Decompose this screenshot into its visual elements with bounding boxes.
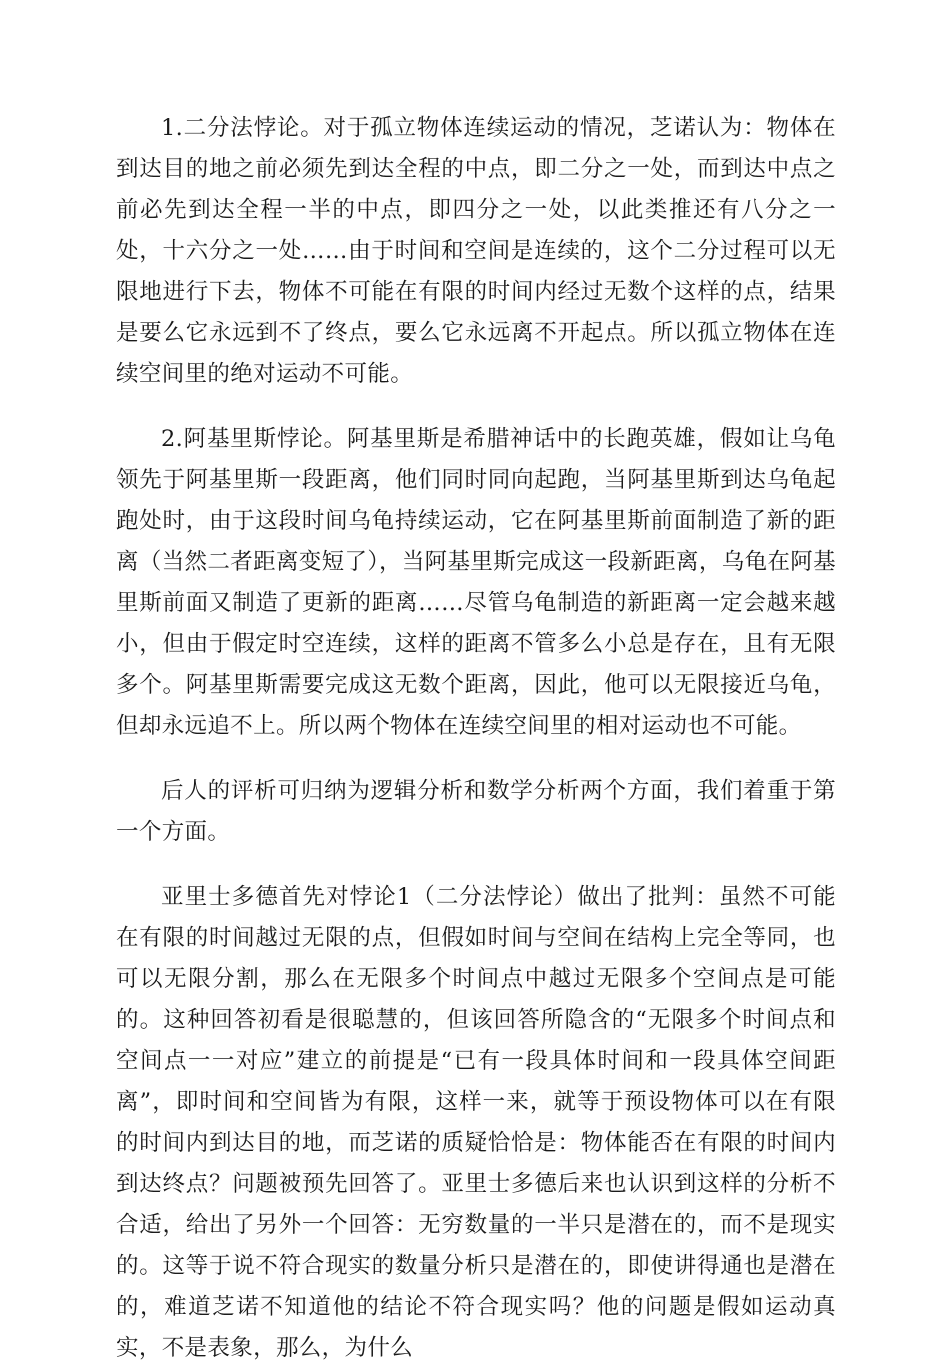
- paragraph-achilles-paradox: 2.阿基里斯悖论。阿基里斯是希腊神话中的长跑英雄，假如让乌龟领先于阿基里斯一段距离，他们同时同向起跑，当阿基里斯到达乌龟起跑处时，由于这段时间乌龟持续运动，它在阿基里斯前面制造了新的距离（当然二者距离变短了），当阿基里斯完成这一段新距离，乌龟在阿基里斯前面又制造了更新的距离……尽管乌龟制造的新距离一定会越来越小，但由于假定时空连续，这样的距离不管多么小总是存在，且有无限多个。阿基里斯需要完成这无数个距离，因此，他可以无限接近乌龟，但却永远追不上。所以两个物体在连续空间里的相对运动也不可能。: [116, 426, 836, 739]
- paragraph-later-analysis: 后人的评析可归纳为逻辑分析和数学分析两个方面，我们着重于第一个方面。: [116, 778, 836, 845]
- document-body: [116, 108, 836, 1369]
- paragraph-dichotomy-paradox: 1.二分法悖论。对于孤立物体连续运动的情况，芝诺认为：物体在到达目的地之前必须先到达全程的中点，即二分之一处，而到达中点之前必先到达全程一半的中点，即四分之一处，以此类推还有八分之一处，十六分之一处……由于时间和空间是连续的，这个二分过程可以无限地进行下去，物体不可能在有限的时间内经过无数个这样的点，结果是要么它永远到不了终点，要么它永远离不开起点。所以孤立物体在连续空间里的绝对运动不可能。: [116, 115, 836, 387]
- paragraph-aristotle-critique: 亚里士多德首先对悖论1（二分法悖论）做出了批判：虽然不可能在有限的时间越过无限的点，但假如时间与空间在结构上完全等同，也可以无限分割，那么在无限多个时间点中越过无限多个空间点是可能的。这种回答初看是很聪慧的，但该回答所隐含的“无限多个时间点和空间点一一对应”建立的前提是“已有一段具体时间和一段具体空间距离”，即时间和空间皆为有限，这样一来，就等于预设物体可以在有限的时间内到达目的地，而芝诺的质疑恰恰是：物体能否在有限的时间内到达终点？问题被预先回答了。亚里士多德后来也认识到这样的分析不合适，给出了另外一个回答：无穷数量的一半只是潜在的，而不是现实的。这等于说不符合现实的数量分析只是潜在的，即使讲得通也是潜在的，难道芝诺不知道他的结论不符合现实吗？他的问题是假如运动真实，不是表象，那么，为什么: [116, 884, 836, 1361]
